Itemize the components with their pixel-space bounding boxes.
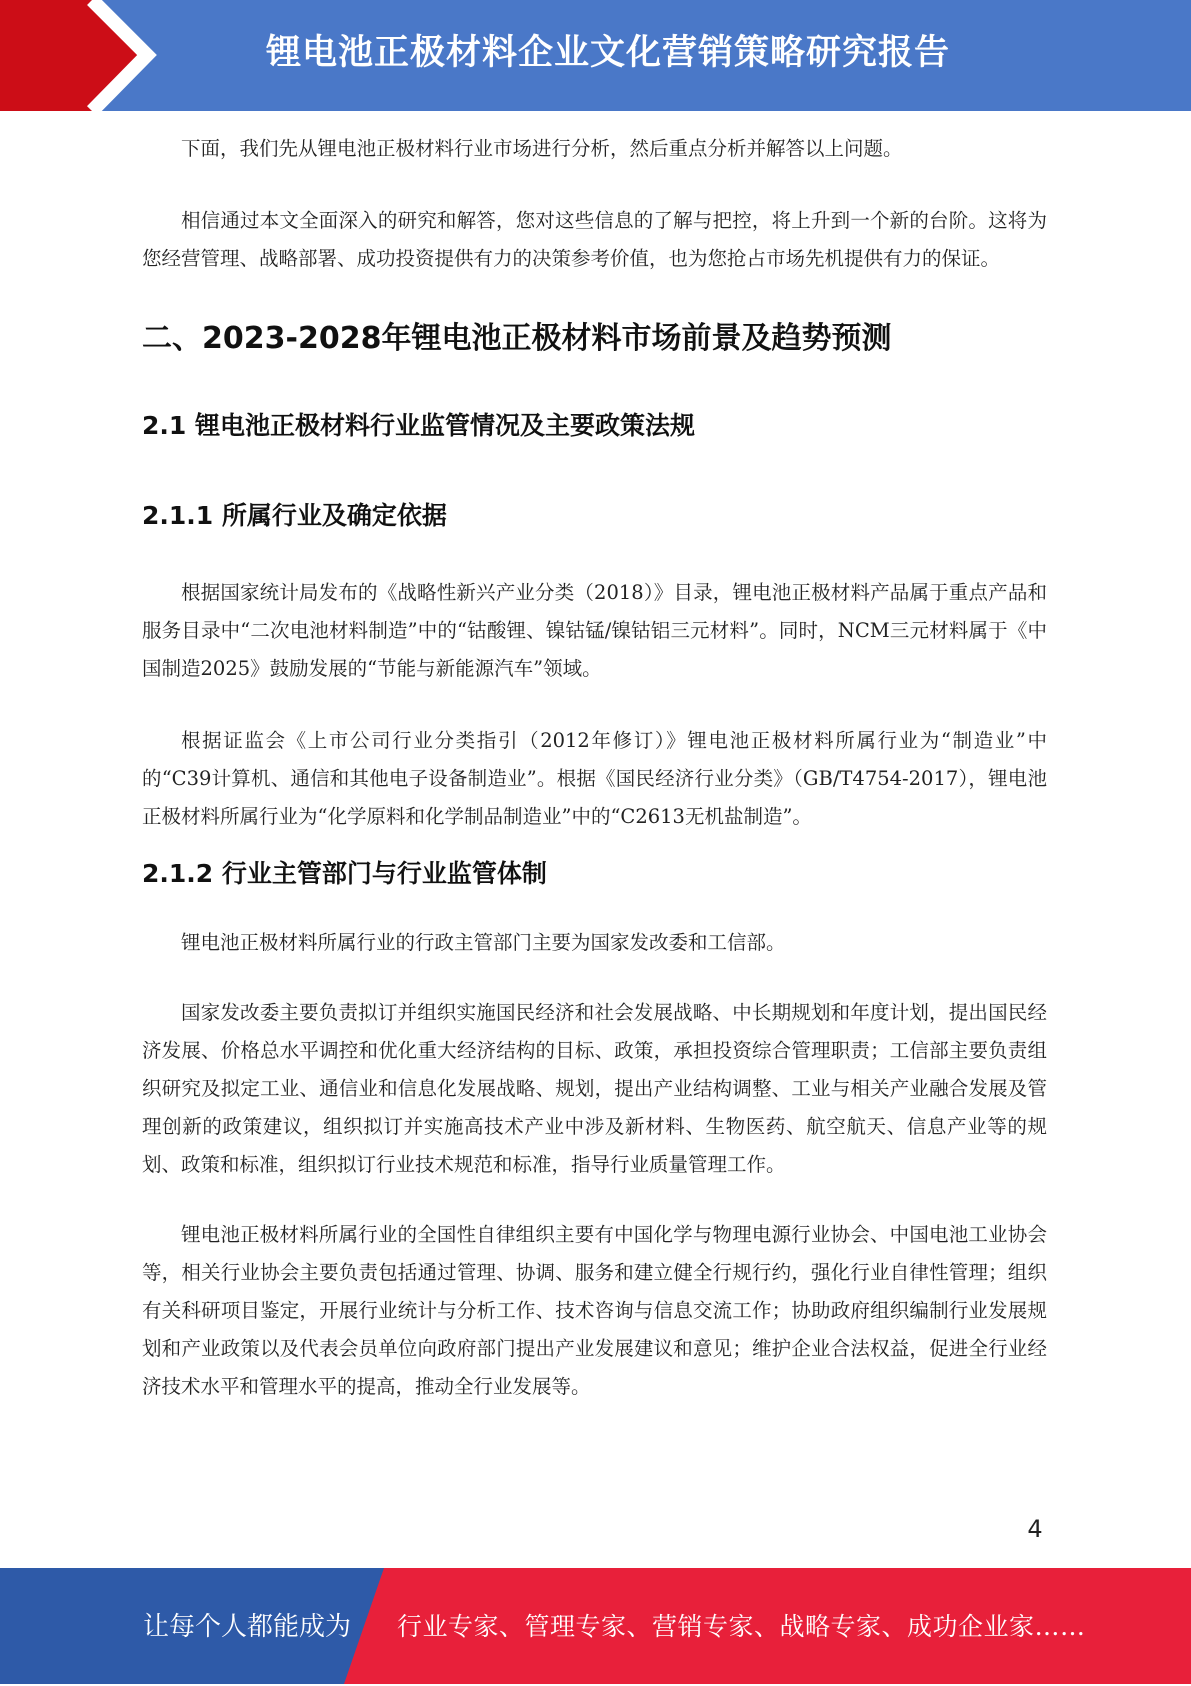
report-title: 锂电池正极材料企业文化营销策略研究报告: [265, 33, 950, 73]
footer-banner: [0, 1568, 1191, 1684]
footer-slogan-left: 让每个人都能成为: [143, 1612, 352, 1642]
paragraph-classification: 根据国家统计局发布的《战略性新兴产业分类（2018）》目录，锂电池正极材料产品属于重点产品和服务目录中“二次电池材料制造”中的“钴酸锂、镍钴锰/镍钴铝三元材料”。同时，NCM三元材料属于《中国制造2025》鼓励发展的“节能与新能源汽车”领域。: [142, 581, 1047, 680]
section-heading: 二、2023-2028年锂电池正极材料市场前景及趋势预测: [142, 321, 892, 356]
header-banner: [0, 0, 1191, 111]
footer-slogan-right: 行业专家、管理专家、营销专家、战略专家、成功企业家……: [397, 1612, 1086, 1641]
subsection-heading-2-1: 2.1 锂电池正极材料行业监管情况及主要政策法规: [142, 411, 695, 440]
paragraph-csrc-classification: 根据证监会《上市公司行业分类指引（2012年修订）》锂电池正极材料所属行业为“制造业”中的“C39计算机、通信和其他电子设备制造业”。根据《国民经济行业分类》（GB/T4754-2017），锂电池正极材料所属行业为“化学原料和化学制品制造业”中的“C2613无机盐制造”。: [142, 729, 1047, 828]
paragraph-intro: 下面，我们先从锂电池正极材料行业市场进行分析，然后重点分析并解答以上问题。: [181, 137, 903, 160]
paragraph-authorities: 锂电池正极材料所属行业的行政主管部门主要为国家发改委和工信部。: [181, 931, 786, 954]
paragraph-associations: 锂电池正极材料所属行业的全国性自律组织主要有中国化学与物理电源行业协会、中国电池工业协会等，相关行业协会主要负责包括通过管理、协调、服务和建立健全行规行约，强化行业自律性管理；组织有关科研项目鉴定，开展行业统计与分析工作、技术咨询与信息交流工作；协助政府组织编制行业发展规划和产业政策以及代表会员单位向政府部门提出产业发展建议和意见；维护企业合法权益，促进全行业经济技术水平和管理水平的提高，推动全行业发展等。: [142, 1223, 1047, 1398]
paragraph-value: 相信通过本文全面深入的研究和解答，您对这些信息的了解与把控，将上升到一个新的台阶。这将为您经营管理、战略部署、成功投资提供有力的决策参考价值，也为您抢占市场先机提供有力的保证。: [142, 209, 1047, 270]
page-number: 4: [1027, 1515, 1043, 1543]
subsection-heading-2-1-2: 2.1.2 行业主管部门与行业监管体制: [142, 859, 547, 888]
subsection-heading-2-1-1: 2.1.1 所属行业及确定依据: [142, 501, 447, 530]
paragraph-ndrc-miit: 国家发改委主要负责拟订并组织实施国民经济和社会发展战略、中长期规划和年度计划，提出国民经济发展、价格总水平调控和优化重大经济结构的目标、政策，承担投资综合管理职责；工信部主要负责组织研究及拟定工业、通信业和信息化发展战略、规划，提出产业结构调整、工业与相关产业融合发展及管理创新的政策建议，组织拟订并实施高技术产业中涉及新材料、生物医药、航空航天、信息产业等的规划、政策和标准，组织拟订行业技术规范和标准，指导行业质量管理工作。: [142, 1001, 1047, 1176]
page-content: [142, 130, 1047, 1406]
